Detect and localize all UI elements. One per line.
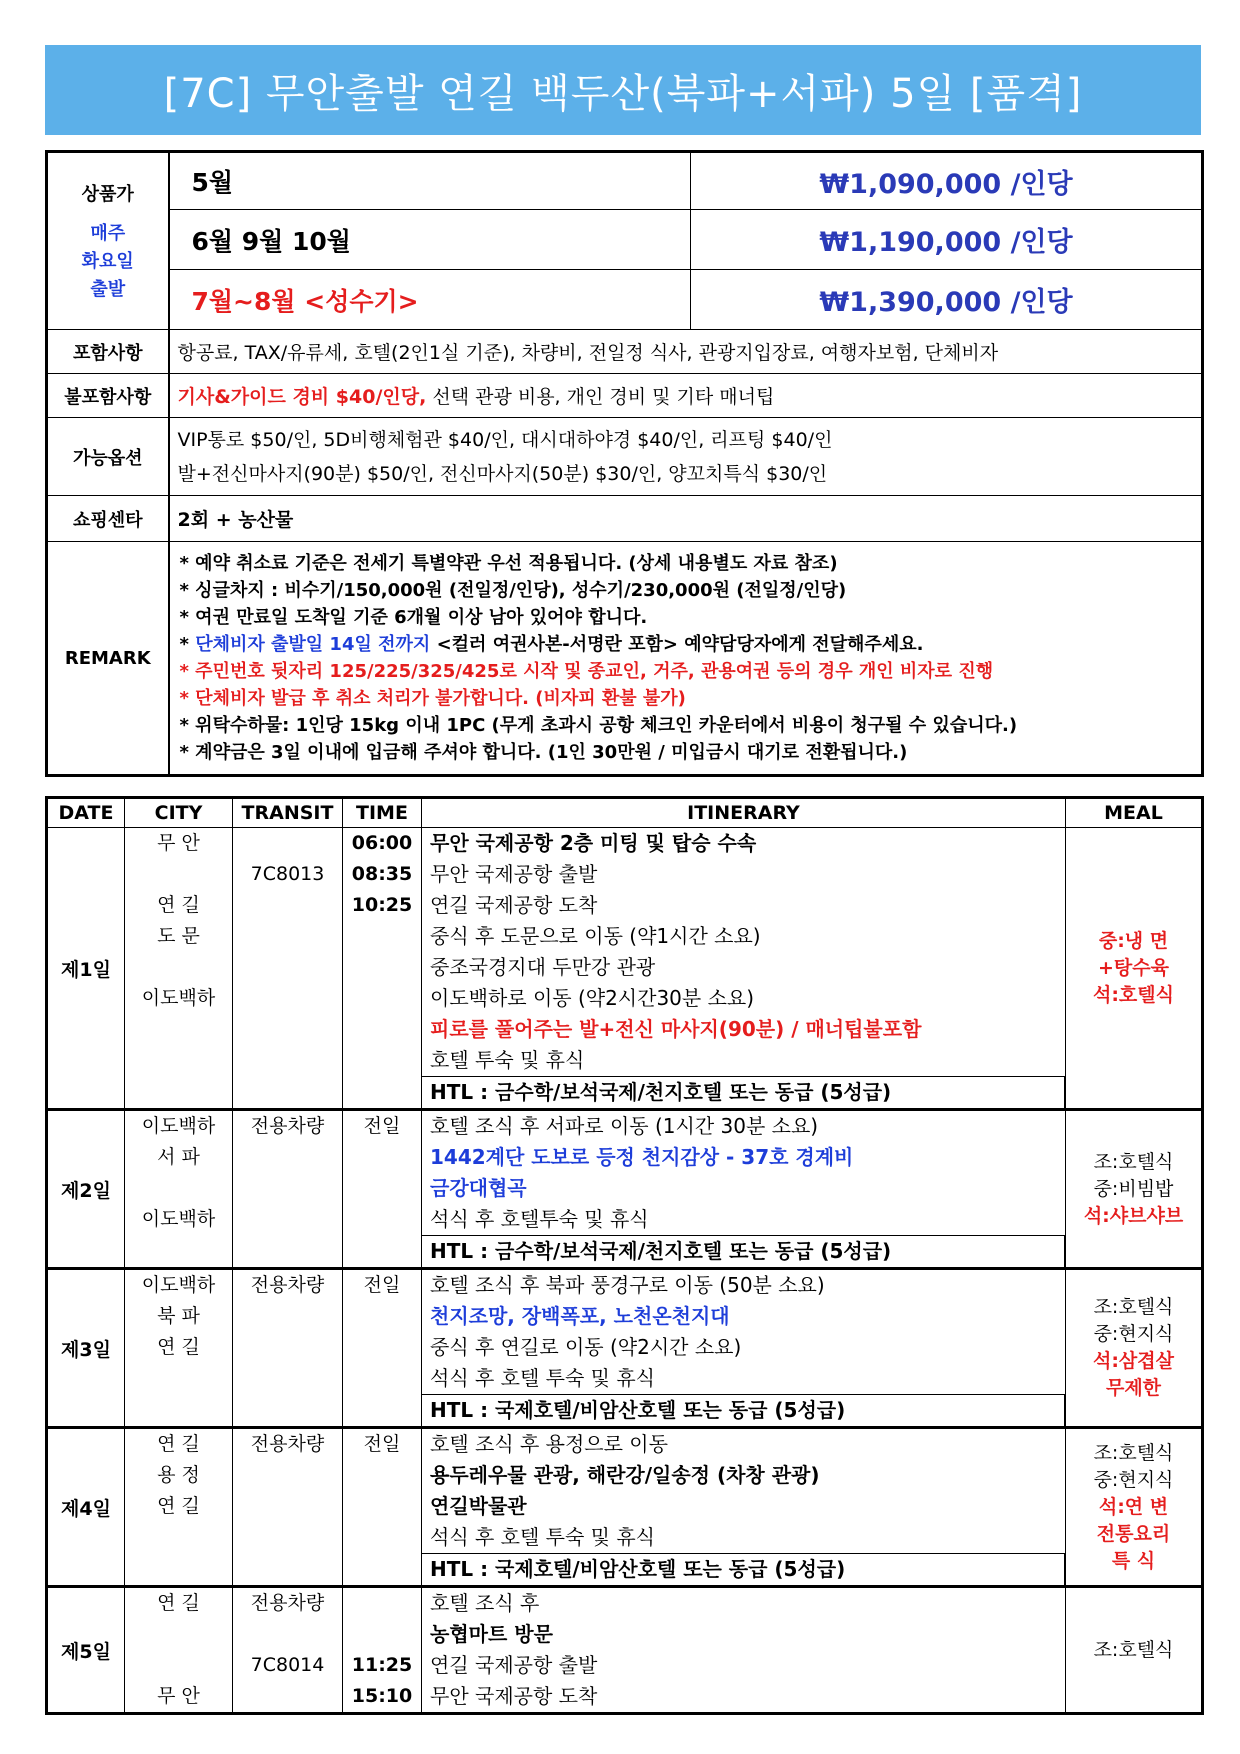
meal-column — [1066, 1110, 1203, 1269]
product-info-table — [45, 150, 1204, 777]
itinerary-item: 이도백하로 이동 (약2시간30분 소요) — [430, 986, 755, 1010]
header-transit: TRANSIT — [233, 798, 343, 828]
options-text — [169, 418, 1203, 496]
meal: 조:호텔식 — [1093, 1150, 1174, 1173]
city: 무 안 — [157, 832, 200, 854]
day-label: 제2일 — [47, 1110, 125, 1269]
itinerary-item: 용두레우물 관광, 해란강/일송정 (차창 관광) — [430, 1463, 820, 1487]
excluded-guide-fee: 기사&가이드 경비 $40/인당, — [177, 386, 427, 408]
time-column — [343, 828, 422, 1110]
transit: 전용차량 — [250, 1274, 325, 1296]
transit-column — [233, 1428, 343, 1587]
itinerary-item: 호텔 투숙 및 휴식 — [430, 1048, 585, 1072]
header-time: TIME — [343, 798, 422, 828]
remark-item: * 예약 취소료 기준은 전세기 특별약관 우선 적용됩니다. (상세 내용별도 자료 참조) — [179, 553, 838, 574]
transit-column — [233, 1269, 343, 1428]
shopping-text: 2회 + 농산물 — [169, 496, 1203, 542]
time-column — [343, 1428, 422, 1587]
meal: 중:현지식 — [1093, 1323, 1174, 1345]
meal: 특 식 — [1111, 1549, 1156, 1572]
itinerary-item: 무안 국제공항 출발 — [430, 862, 598, 886]
city: 이도백하 — [141, 1208, 216, 1230]
itinerary-item: 중조국경지대 두만강 관광 — [430, 955, 656, 979]
header-meal: MEAL — [1066, 798, 1203, 828]
time-column — [343, 1587, 422, 1714]
city: 이도백하 — [141, 987, 216, 1009]
city: 무 안 — [157, 1685, 200, 1707]
itinerary-item: 연길 국제공항 도착 — [430, 893, 598, 917]
city-column — [125, 1587, 233, 1714]
flight-number: 7C8013 — [250, 863, 325, 885]
itinerary-item: 1442계단 도보로 등정 천지감상 - 37호 경계비 — [430, 1145, 854, 1169]
meal: 전통요리 — [1096, 1522, 1171, 1545]
transit: 전용차량 — [250, 1115, 325, 1137]
time: 전일 — [363, 1274, 401, 1296]
city-column — [125, 828, 233, 1110]
meal-column — [1066, 1587, 1203, 1714]
remark-visa-rest: <컬러 여권사본-서명란 포함> 예약담당자에게 전달해주세요. — [430, 634, 924, 655]
city-column — [125, 1269, 233, 1428]
city: 연 길 — [157, 1433, 200, 1455]
price-months-1: 5월 — [169, 152, 691, 210]
meal: +탕수육 — [1098, 956, 1169, 979]
itinerary-item: 중식 후 연길로 이동 (약2시간 소요) — [430, 1335, 742, 1359]
meal: 조:호텔식 — [1093, 1296, 1174, 1318]
remark-item — [180, 631, 1194, 658]
meal: 중:비빔밥 — [1093, 1177, 1174, 1200]
remark-item: * 여권 만료일 도착일 기준 6개월 이상 남아 있어야 합니다. — [179, 607, 648, 628]
itinerary-item: 연길박물관 — [430, 1494, 527, 1518]
price-value-1: ₩1,090,000 /인당 — [691, 152, 1203, 210]
remark-item: * 위탁수하물: 1인당 15kg 이내 1PC (무게 초과시 공항 체크인 카운터에서 비용이 청구될 수 있습니다.) — [179, 715, 1018, 736]
hotel-info: HTL : 국제호텔/비암산호텔 또는 동급 (5성급) — [422, 1394, 1065, 1426]
itinerary-item: 무안 국제공항 2층 미팅 및 탑승 수속 — [430, 831, 757, 855]
itinerary-column — [422, 1587, 1066, 1714]
itinerary-item: 연길 국제공항 출발 — [430, 1653, 598, 1677]
city: 연 길 — [157, 894, 200, 916]
itinerary-item: 석식 후 호텔투숙 및 휴식 — [430, 1207, 649, 1231]
excluded-label: 불포함사항 — [47, 374, 169, 418]
remark-bullet: * — [179, 634, 196, 655]
meal: 중:현지식 — [1093, 1468, 1174, 1491]
meal-column — [1066, 1428, 1203, 1587]
meal-column — [1066, 1269, 1203, 1428]
transit — [233, 828, 342, 859]
meal: 조:호텔식 — [1093, 1638, 1174, 1661]
meal: 중:냉 면 — [1098, 929, 1169, 952]
itinerary-column — [422, 828, 1066, 1110]
hotel-info: HTL : 국제호텔/비암산호텔 또는 동급 (5성급) — [422, 1553, 1065, 1585]
price-months-3: 7월~8월 <성수기> — [169, 270, 691, 330]
time-column — [343, 1110, 422, 1269]
city: 도 문 — [157, 925, 200, 947]
time: 10:25 — [351, 894, 413, 916]
remark-item: * 단체비자 발급 후 취소 처리가 불가합니다. (비자피 환불 불가) — [179, 688, 686, 709]
time — [343, 1588, 421, 1619]
day-label: 제3일 — [47, 1269, 125, 1428]
itinerary-item: 호텔 조식 후 서파로 이동 (1시간 30분 소요) — [430, 1114, 819, 1138]
price-value-2: ₩1,190,000 /인당 — [691, 210, 1203, 270]
city — [125, 1173, 232, 1204]
time: 15:10 — [351, 1685, 413, 1707]
day-label: 제5일 — [47, 1587, 125, 1714]
city: 서 파 — [157, 1146, 200, 1168]
itinerary-item: 천지조망, 장백폭포, 노천온천지대 — [430, 1304, 730, 1328]
city — [125, 859, 232, 890]
meal: 석:샤브샤브 — [1083, 1204, 1184, 1227]
header-itinerary: ITINERARY — [422, 798, 1066, 828]
options-label: 가능옵션 — [47, 418, 169, 496]
transit: 전용차량 — [250, 1592, 325, 1614]
departure-line: 매주 — [90, 222, 126, 244]
city-column — [125, 1428, 233, 1587]
departure-line: 화요일 — [81, 250, 134, 272]
transit — [233, 1619, 342, 1650]
time: 08:35 — [351, 863, 413, 885]
shopping-label: 쇼핑센타 — [47, 496, 169, 542]
time-column — [343, 1269, 422, 1428]
transit-column — [233, 1110, 343, 1269]
option-line: 발+전신마사지(90분) $50/인, 전신마사지(50분) $30/인, 양꼬치특식 $30/인 — [177, 462, 828, 485]
day-label: 제4일 — [47, 1428, 125, 1587]
header-city: CITY — [125, 798, 233, 828]
transit: 전용차량 — [250, 1433, 325, 1455]
hotel-info: HTL : 금수학/보석국제/천지호텔 또는 동급 (5성급) — [422, 1235, 1065, 1267]
itinerary-item: 금강대협곡 — [430, 1176, 527, 1200]
itinerary-item: 호텔 조식 후 — [430, 1591, 540, 1615]
remark-item: * 싱글차지 : 비수기/150,000원 (전일정/인당), 성수기/230,000원 (전일정/인당) — [179, 580, 847, 601]
meal: 석:연 변 — [1098, 1495, 1169, 1518]
city — [125, 952, 232, 983]
city: 연 길 — [157, 1495, 200, 1517]
excluded-text — [169, 374, 1203, 418]
city: 용 정 — [157, 1464, 200, 1486]
city-column — [125, 1110, 233, 1269]
price-label: 상품가 — [47, 152, 169, 210]
flight-number: 7C8014 — [250, 1654, 325, 1676]
city: 북 파 — [157, 1305, 200, 1327]
time: 전일 — [363, 1433, 401, 1455]
itinerary-item: 석식 후 호텔 투숙 및 휴식 — [430, 1366, 655, 1390]
city: 연 길 — [157, 1336, 200, 1358]
time — [343, 1619, 421, 1650]
day-label: 제1일 — [47, 828, 125, 1110]
price-months-2: 6월 9월 10월 — [169, 210, 691, 270]
itinerary-column — [422, 1110, 1066, 1269]
itinerary-item: 피로를 풀어주는 발+전신 마사지(90분) / 매너팁불포함 — [430, 1017, 922, 1041]
remark-label: REMARK — [47, 542, 169, 776]
time: 전일 — [363, 1115, 401, 1137]
meal: 무제한 — [1105, 1377, 1162, 1399]
itinerary-column — [422, 1428, 1066, 1587]
city: 이도백하 — [141, 1115, 216, 1137]
remark-item: * 주민번호 뒷자리 125/225/325/425로 시작 및 종교인, 거주, 관용여권 등의 경우 개인 비자로 진행 — [179, 661, 994, 682]
transit-column — [233, 1587, 343, 1714]
meal-column — [1066, 828, 1203, 1110]
option-line: VIP통로 $50/인, 5D비행체험관 $40/인, 대시대하야경 $40/인, 리프팅 $40/인 — [177, 428, 833, 451]
hotel-info: HTL : 금수학/보석국제/천지호텔 또는 동급 (5성급) — [422, 1076, 1065, 1108]
city — [125, 1650, 232, 1681]
departure-line: 출발 — [90, 278, 126, 300]
itinerary-item: 호텔 조식 후 북파 풍경구로 이동 (50분 소요) — [430, 1273, 825, 1297]
remark-visa-deadline: 단체비자 출발일 14일 전까지 — [195, 634, 431, 655]
time: 11:25 — [351, 1654, 413, 1676]
meal: 석:삼겹살 — [1092, 1350, 1174, 1372]
departure-label — [47, 210, 169, 330]
itinerary-item: 중식 후 도문으로 이동 (약1시간 소요) — [430, 924, 761, 948]
remark-list — [169, 542, 1203, 776]
transit-column — [233, 828, 343, 1110]
itinerary-column — [422, 1269, 1066, 1428]
remark-item: * 계약금은 3일 이내에 입금해 주셔야 합니다. (1인 30만원 / 미입금시 대기로 전환됩니다.) — [179, 742, 908, 763]
itinerary-item: 호텔 조식 후 용정으로 이동 — [430, 1432, 668, 1456]
meal: 조:호텔식 — [1093, 1441, 1174, 1464]
city — [125, 1619, 232, 1650]
city: 연 길 — [157, 1592, 200, 1614]
header-date: DATE — [47, 798, 125, 828]
included-label: 포함사항 — [47, 330, 169, 374]
price-value-3: ₩1,390,000 /인당 — [691, 270, 1203, 330]
itinerary-item: 석식 후 호텔 투숙 및 휴식 — [430, 1525, 655, 1549]
city: 이도백하 — [141, 1274, 216, 1296]
itinerary-item: 농협마트 방문 — [430, 1622, 553, 1646]
excluded-rest: 선택 관광 비용, 개인 경비 및 기타 매너팁 — [426, 386, 775, 408]
included-text: 항공료, TAX/유류세, 호텔(2인1실 기준), 차량비, 전일정 식사, 관광지입장료, 여행자보험, 단체비자 — [169, 330, 1203, 374]
itinerary-table — [45, 796, 1204, 1715]
page-title: [7C] 무안출발 연길 백두산(북파+서파) 5일 [품격] — [45, 45, 1201, 135]
time: 06:00 — [351, 832, 413, 854]
itinerary-item: 무안 국제공항 도착 — [430, 1684, 598, 1708]
meal: 석:호텔식 — [1092, 983, 1174, 1006]
